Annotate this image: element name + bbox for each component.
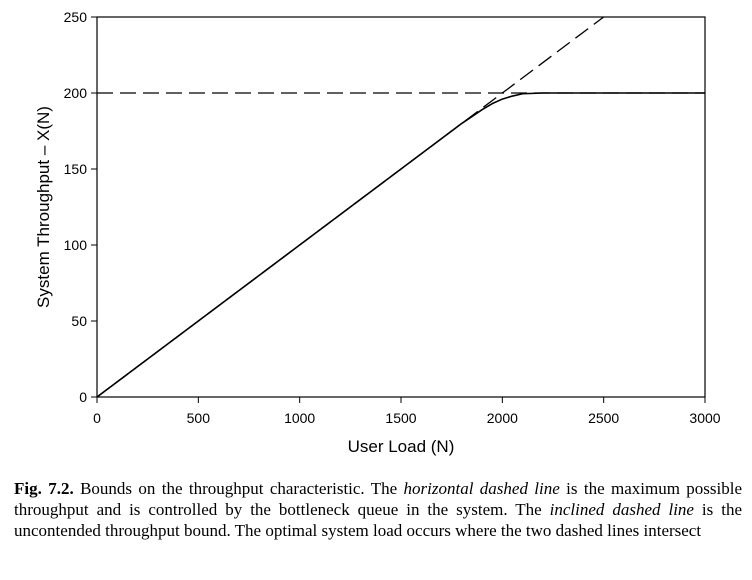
- series-layer: [97, 17, 705, 397]
- x-tick-label: 3000: [689, 410, 721, 426]
- y-tick-label: 150: [63, 161, 87, 177]
- caption-emphasis-inclined: inclined dashed line: [549, 500, 694, 519]
- x-axis-title: User Load (N): [347, 437, 455, 456]
- y-axis-title: System Throughput – X(N): [34, 106, 53, 308]
- y-tick-label: 200: [63, 85, 87, 101]
- x-tick-label: 0: [93, 410, 101, 426]
- x-tick-label: 500: [186, 410, 211, 426]
- x-tick-label: 1000: [284, 410, 316, 426]
- caption-emphasis-horizontal: horizontal dashed line: [403, 479, 560, 498]
- x-tick-label: 1500: [385, 410, 417, 426]
- x-axis-ticks: [93, 397, 721, 426]
- throughput-curve: [97, 93, 705, 397]
- caption-text: is the maximum possible throughput and is controlled by the bottleneck queue in the system. The: [14, 479, 743, 519]
- x-tick-label: 2500: [588, 410, 620, 426]
- y-tick-label: 100: [63, 237, 87, 253]
- plot-area-frame: [97, 17, 705, 397]
- y-axis-ticks: [64, 9, 97, 405]
- x-tick-label: 2000: [486, 410, 518, 426]
- figure-label: Fig. 7.2.: [14, 479, 74, 498]
- y-tick-label: 250: [63, 9, 87, 25]
- figure-caption: [14, 478, 742, 541]
- caption-text: is the uncontended throughput bound. The optimal system load occurs where the two dashed lines intersect: [14, 500, 742, 540]
- y-tick-label: 0: [79, 389, 87, 405]
- y-tick-label: 50: [71, 313, 87, 329]
- caption-text: Bounds on the throughput characteristic. The: [73, 479, 404, 498]
